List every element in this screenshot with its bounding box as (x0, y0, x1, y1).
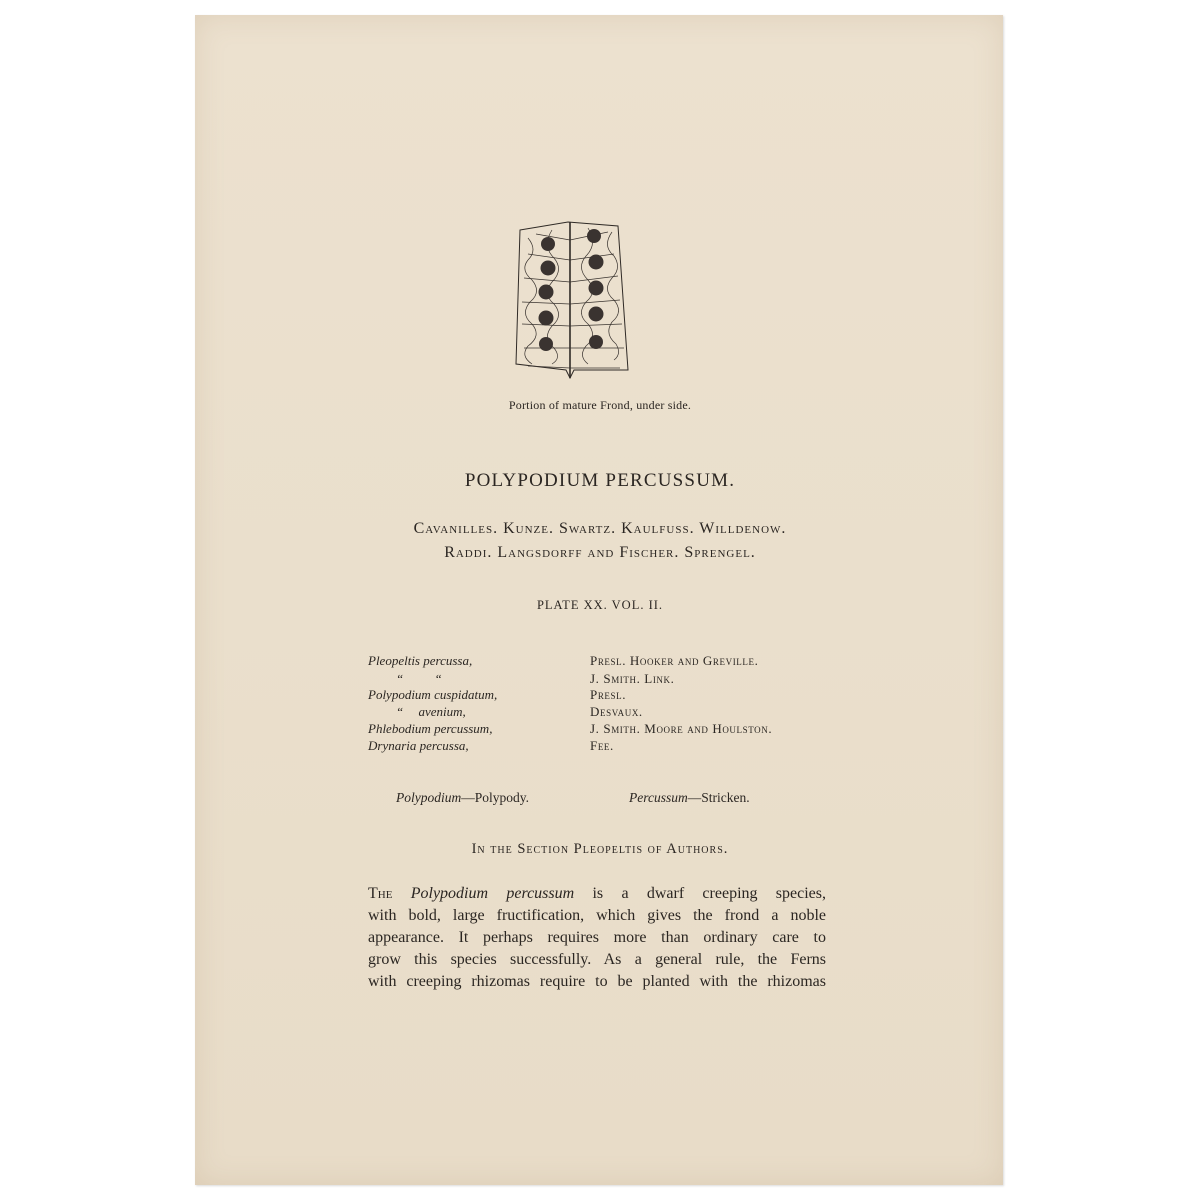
fern-frond-underside-icon (508, 220, 632, 380)
synonym-name: Pleopeltis percussa, (368, 653, 473, 668)
synonym-authority: Desvaux. (590, 704, 643, 719)
body-line (368, 885, 826, 903)
synonym-authority: Presl. (590, 687, 627, 702)
frond-veins (522, 228, 624, 368)
etymology-meaning: —Polypody. (461, 790, 530, 805)
etymology-term: Percussum (629, 790, 688, 805)
etymology-species (629, 790, 750, 806)
body-species-name: Polypodium percussum (410, 885, 575, 902)
synonym-name: Phlebodium percussum, (368, 721, 493, 736)
body-lead: The (368, 885, 393, 902)
synonym-name: “ avenium, (396, 704, 466, 719)
plate-reference: PLATE XX. VOL. II. (536, 598, 664, 612)
synonym-authority: J. Smith. Link. (590, 671, 675, 686)
frond-outline (516, 222, 628, 378)
etymology-term: Polypodium (396, 790, 462, 805)
synonym-row (368, 653, 828, 671)
body-line: appearance. It perhaps requires more than ordinary care to (368, 929, 826, 946)
synonym-name: “ “ (396, 671, 442, 686)
body-line: with bold, large fructification, which gives the frond a noble (368, 907, 826, 924)
synonym-name: Polypodium cuspidatum, (368, 687, 498, 702)
synonym-name: Drynaria percussa, (368, 738, 469, 753)
body-line-rest: is a dwarf creeping species, (592, 885, 827, 902)
synonym-row (368, 721, 828, 739)
body-line: with creeping rhizomas require to be planted with the rhizomas (368, 973, 826, 990)
synonym-authority: Fee. (590, 738, 614, 753)
etymology-meaning: —Stricken. (687, 790, 750, 805)
section-heading: In the Section Pleopeltis of Authors. (471, 841, 729, 857)
page-title: POLYPODIUM PERCUSSUM. (464, 470, 736, 491)
synonym-row (368, 704, 828, 722)
body-line: grow this species successfully. As a general rule, the Ferns (368, 951, 826, 968)
synonym-row (368, 687, 828, 705)
synonym-row (368, 738, 828, 756)
synonym-authority: J. Smith. Moore and Houlston. (590, 721, 773, 736)
authors-line-1: Cavanilles. Kunze. Swartz. Kaulfuss. Willdenow. (413, 520, 787, 537)
authors-line-2: Raddi. Langsdorff and Fischer. Sprengel. (444, 544, 756, 561)
figure-caption: Portion of mature Frond, under side. (508, 398, 692, 412)
etymology-genus (396, 790, 529, 806)
synonym-authority: Presl. Hooker and Greville. (590, 653, 759, 668)
